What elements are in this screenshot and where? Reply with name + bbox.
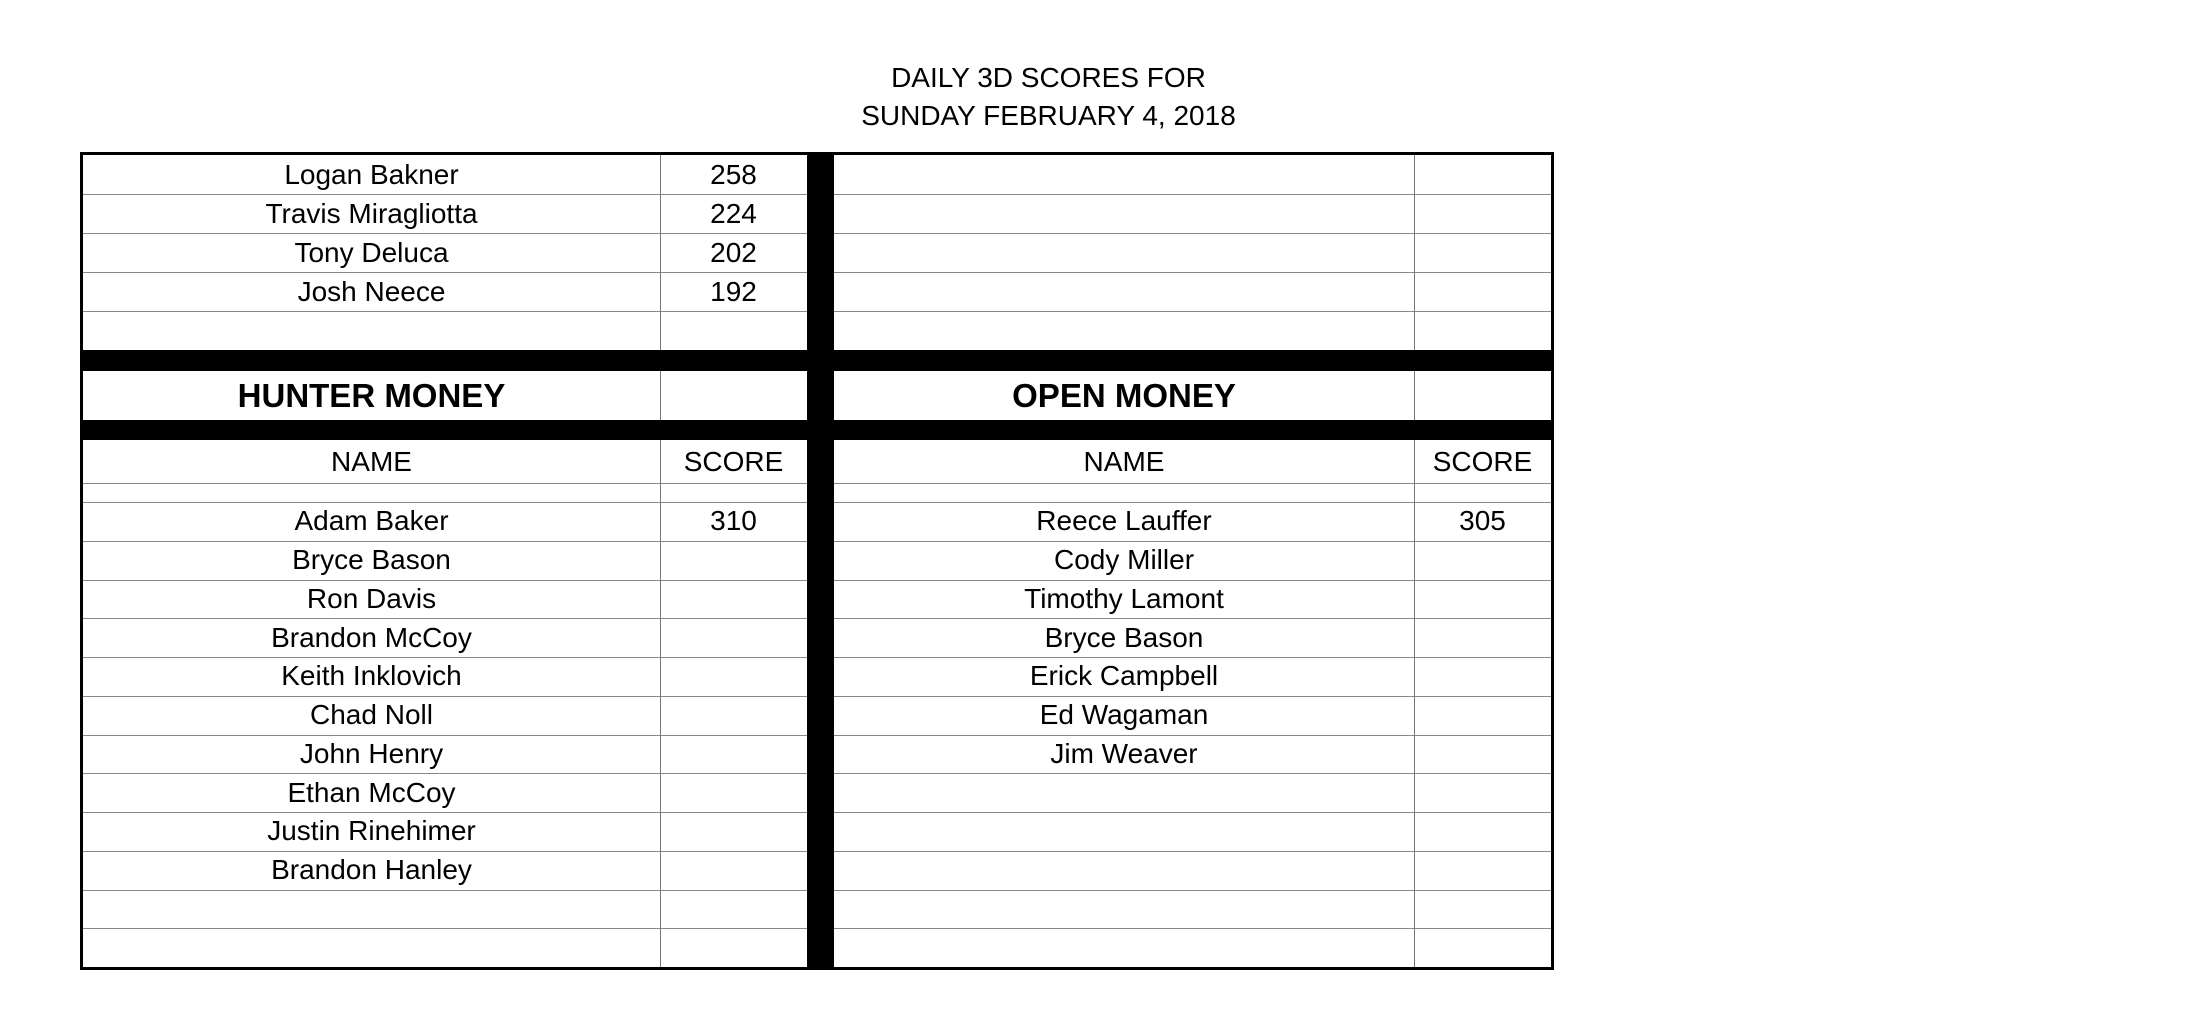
hunter-row-score — [660, 851, 807, 890]
page-title-line-1: DAILY 3D SCORES FOR — [891, 62, 1206, 93]
hunter-row-score: 310 — [710, 505, 757, 537]
open-score-column-header: SCORE — [1432, 445, 1533, 477]
table-cell-name: Tony Deluca — [294, 236, 449, 268]
open-money-heading: OPEN MONEY — [1012, 376, 1236, 414]
open-row-name: Jim Weaver — [1050, 737, 1198, 769]
table-cell-name: Josh Neece — [297, 275, 446, 307]
hunter-money-heading: HUNTER MONEY — [237, 376, 506, 414]
column-divider — [807, 155, 834, 967]
hunter-row-score — [660, 696, 807, 735]
open-row-score — [1414, 618, 1551, 657]
hunter-row-name: Ron Davis — [306, 582, 437, 614]
grid-line — [1414, 155, 1415, 350]
hunter-row-name: Justin Rinehimer — [267, 815, 476, 847]
hunter-row-name: John Henry — [299, 737, 444, 769]
hunter-row-name: Chad Noll — [310, 699, 433, 731]
hunter-row-name: Brandon McCoy — [271, 621, 472, 653]
open-row-name: Ed Wagaman — [1039, 699, 1209, 731]
hunter-row-score — [660, 812, 807, 851]
open-row-name: Bryce Bason — [1044, 621, 1204, 653]
hunter-score-column-header: SCORE — [683, 445, 784, 477]
hunter-row-score — [660, 618, 807, 657]
hunter-row-score — [660, 580, 807, 619]
table-cell-score: 192 — [710, 275, 757, 307]
score-sheet — [80, 152, 1554, 970]
hunter-row-name: Brandon Hanley — [271, 854, 472, 886]
hunter-row-name: Adam Baker — [294, 505, 449, 537]
table-cell-score: 258 — [710, 158, 757, 190]
hunter-row-name: Ethan McCoy — [287, 776, 456, 808]
hunter-row-name: Bryce Bason — [292, 544, 451, 576]
hunter-name-column-header: NAME — [331, 445, 412, 477]
open-row-name: Timothy Lamont — [1024, 582, 1224, 614]
open-row-name: Erick Campbell — [1029, 660, 1219, 692]
hunter-row-name: Keith Inklovich — [281, 660, 462, 692]
hunter-row-score — [660, 735, 807, 774]
open-row-score — [1414, 657, 1551, 696]
hunter-row-score — [660, 541, 807, 580]
open-row-score — [1414, 541, 1551, 580]
grid-line — [660, 371, 661, 420]
grid-line — [1414, 440, 1415, 967]
open-name-column-header: NAME — [1083, 445, 1165, 477]
grid-line — [660, 440, 661, 967]
open-row-score — [1414, 696, 1551, 735]
open-row-score — [1414, 735, 1551, 774]
hunter-row-score — [660, 773, 807, 812]
grid-line — [660, 155, 661, 350]
table-cell-name: Travis Miragliotta — [265, 197, 478, 229]
open-row-score — [1414, 580, 1551, 619]
grid-line — [1414, 371, 1415, 420]
open-row-name: Reece Lauffer — [1036, 505, 1212, 537]
table-cell-name: Logan Bakner — [284, 158, 459, 190]
open-row-score: 305 — [1459, 505, 1506, 537]
open-row-name: Cody Miller — [1053, 544, 1195, 576]
page-title-line-2: SUNDAY FEBRUARY 4, 2018 — [861, 100, 1236, 131]
table-cell-score: 224 — [710, 197, 757, 229]
table-cell-score: 202 — [710, 236, 757, 268]
hunter-row-score — [660, 657, 807, 696]
